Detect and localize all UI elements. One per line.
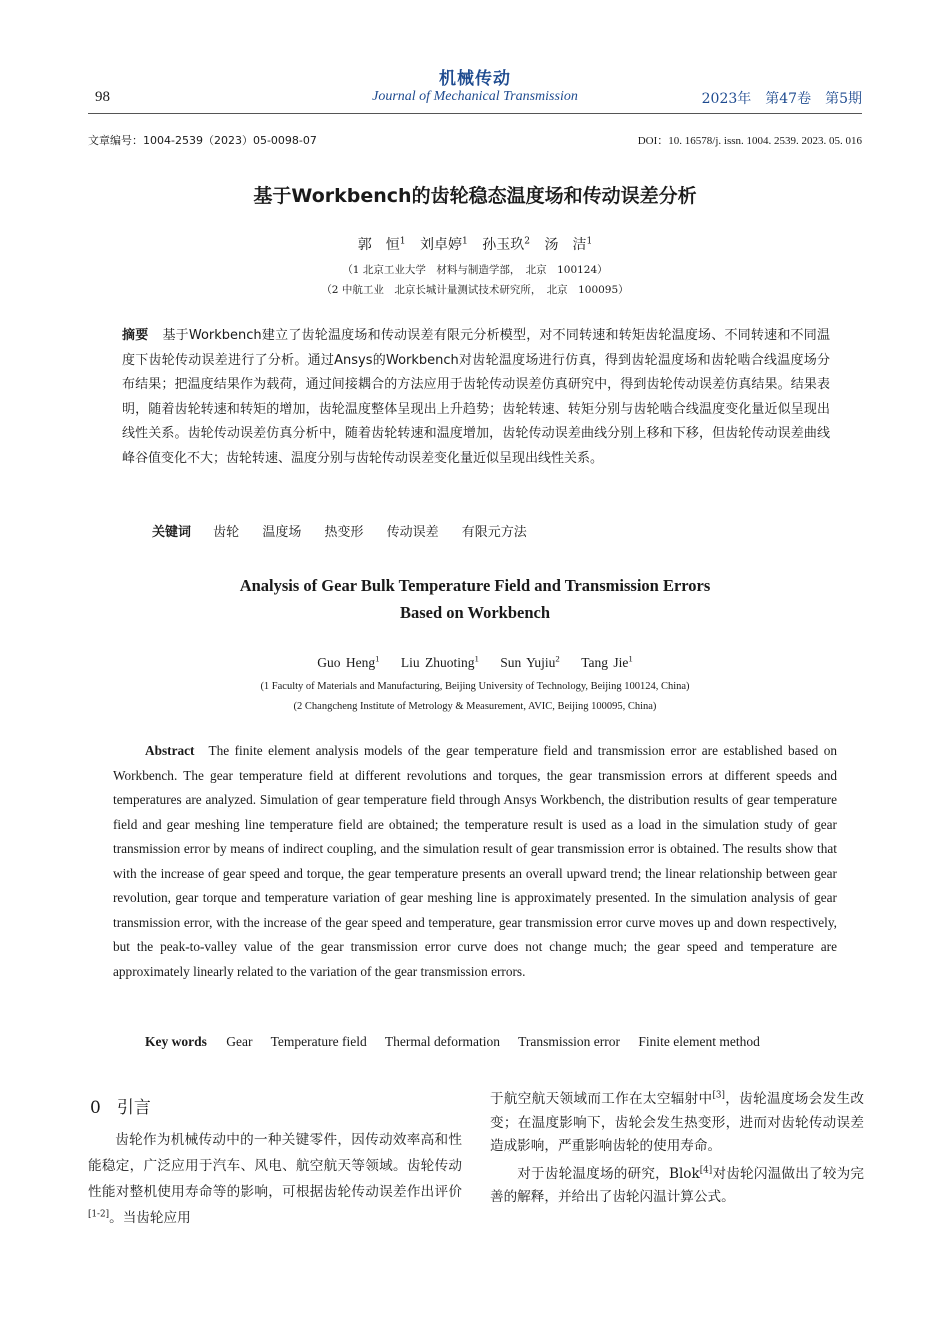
affiliation-en-2: (2 Changcheng Institute of Metrology & Measurement, AVIC, Beijing 100095, China) — [293, 701, 657, 712]
citation: [1-2] — [88, 1209, 110, 1220]
citation: [4] — [699, 1164, 713, 1175]
abstract-en-label: Abstract — [145, 743, 195, 758]
body-paragraph: 对于齿轮温度场的研究，Blok[4]对齿轮闪温做出了较为完善的解释，并给出了齿轮闪温计算公式。 — [490, 1164, 864, 1205]
keyword-cn: 有限元方法 — [461, 525, 527, 540]
author-en: Sun Yujiu$^2$ — [500, 653, 560, 670]
author-cn: 郭 恒$^1$ — [357, 236, 406, 253]
abstract-cn — [122, 324, 830, 471]
citation: [3] — [712, 1090, 725, 1101]
abstract-cn-label: 摘要 — [122, 328, 149, 343]
keyword-en: Finite element method — [638, 1034, 760, 1049]
paper-title-en-line2: Based on Workbench — [399, 603, 551, 622]
abstract-cn-text: 基于Workbench建立了齿轮温度场和传动误差有限元分析模型，对不同转速和转矩齿轮温度场、不同转速和不同温度下齿轮传动误差进行了分析。通过Ansys的Workbench对齿轮温度场进行仿真，得到齿轮温度场和齿轮啮合线温度场分布结果；把温度结果作为载荷，通过间接耦合的方法应用于齿轮传动误差仿真研究中，得到齿轮传动误差仿真结果。结果表明，随着齿轮转速和转矩的增加，齿轮温度整体呈现出上升趋势；齿轮转速、转矩分别与齿轮啮合线温度变化量近似呈现出线性关系。齿轮传动误差仿真分析中，随着齿轮转速和温度增加，齿轮传动误差曲线分别上移和下移，但齿轮传动误差曲线峰谷值变化不大；齿轮转速、温度分别与齿轮传动误差变化量近似呈现出线性关系。 — [122, 328, 830, 466]
author-en: Liu Zhuoting$^1$ — [400, 653, 479, 670]
keyword-en: Gear — [226, 1034, 253, 1049]
issue-info: 2023年 第47卷 第5期 — [701, 91, 862, 107]
affiliation-cn-1: （1 北京工业大学 材料与制造学部， 北京 100124） — [342, 264, 608, 276]
body-paragraph: 于航空航天领域而工作在太空辐射中[3]，齿轮温度场会发生改变；在温度影响下，齿轮会发生热变形，进而对齿轮传动误差造成影响，严重影响齿轮的使用寿命。 — [490, 1090, 865, 1154]
doi: DOI：10. 16578/j. issn. 1004. 2539. 2023. 05. 016 — [637, 135, 862, 147]
journal-title-cn: 机械传动 — [439, 69, 511, 89]
paper-title-en-line1: Analysis of Gear Bulk Temperature Field and Transmission Errors — [239, 576, 711, 595]
paper-title-en — [0, 572, 950, 626]
abstract-en — [113, 739, 837, 984]
keyword-cn: 齿轮 — [213, 525, 240, 540]
body-right-column — [490, 1088, 864, 1210]
keyword-en: Temperature field — [270, 1034, 367, 1049]
affiliation-cn-2: （2 中航工业 北京长城计量测试技术研究所， 北京 100095） — [321, 284, 629, 296]
section-heading — [90, 1093, 151, 1118]
author-en: Tang Jie$^1$ — [581, 653, 633, 670]
author-en: Guo Heng$^1$ — [317, 653, 380, 670]
body-left-column: 齿轮作为机械传动中的一种关键零件，因传动效率高和性能稳定，广泛应用于汽车、风电、航空航天等领域。齿轮传动性能对整机使用寿命等的影响，可根据齿轮传动误差作出评价[1-2]。当齿轮应用 — [88, 1132, 462, 1226]
authors-en — [0, 655, 950, 671]
keyword-en: Transmission error — [518, 1034, 621, 1049]
author-cn: 汤 洁$^1$ — [544, 236, 593, 253]
keywords-en-label: Key words — [145, 1034, 207, 1049]
article-number: 文章编号：1004-2539（2023）05-0098-07 — [88, 134, 317, 147]
keyword-en: Thermal deformation — [384, 1034, 500, 1049]
authors-cn — [0, 234, 950, 254]
keyword-cn: 热变形 — [324, 525, 364, 540]
keywords-cn — [152, 521, 546, 540]
author-cn: 刘卓婷$^1$ — [419, 236, 468, 253]
keyword-cn: 传动误差 — [386, 525, 439, 540]
page-number: 98 — [95, 89, 110, 105]
keyword-cn: 温度场 — [262, 525, 302, 540]
paper-title-cn: 基于Workbench的齿轮稳态温度场和传动误差分析 — [253, 185, 697, 207]
section-title: 引言 — [116, 1098, 151, 1118]
author-cn: 孙玉玖$^2$ — [482, 236, 531, 253]
header-rule — [88, 113, 862, 114]
affiliation-en-1: (1 Faculty of Materials and Manufacturing, Beijing University of Technology, Beijing 100124, China) — [260, 681, 690, 692]
keywords-en — [145, 1034, 775, 1050]
keywords-cn-label: 关键词 — [152, 525, 192, 540]
journal-title-en: Journal of Mechanical Transmission — [372, 89, 578, 104]
section-number: 0 — [90, 1098, 101, 1118]
abstract-en-text: The finite element analysis models of the gear temperature field and transmission error are established based on Workbench. The gear temperature field at different revolutions and torques, the gear transmission errors at different speeds and temperatures are analyzed. Simulation of gear temperature field through Ansys Workbench, the distribution results of gear temperature field and gear meshing line temperature field are obtained; the temperature result is used as a load in the simulation study of gear transmission error by means of indirect coupling, and the simulation result of gear transmission error is obtained. The results show that with the increase of gear speed and torque, the gear temperature presents an overall upward trend; the linear relationship between gear revolution, gear torque and temperature variation of gear meshing line is approximately presented. In the simulation analysis of gear transmission error, with the increase of the gear speed and temperature, gear transmission error curve moves up and down respectively, but the peak-to-valley value of the gear transmission error curve does not change much; the gear speed and temperature are approximately linearly related to the variation of the gear transmission errors. — [113, 743, 837, 979]
